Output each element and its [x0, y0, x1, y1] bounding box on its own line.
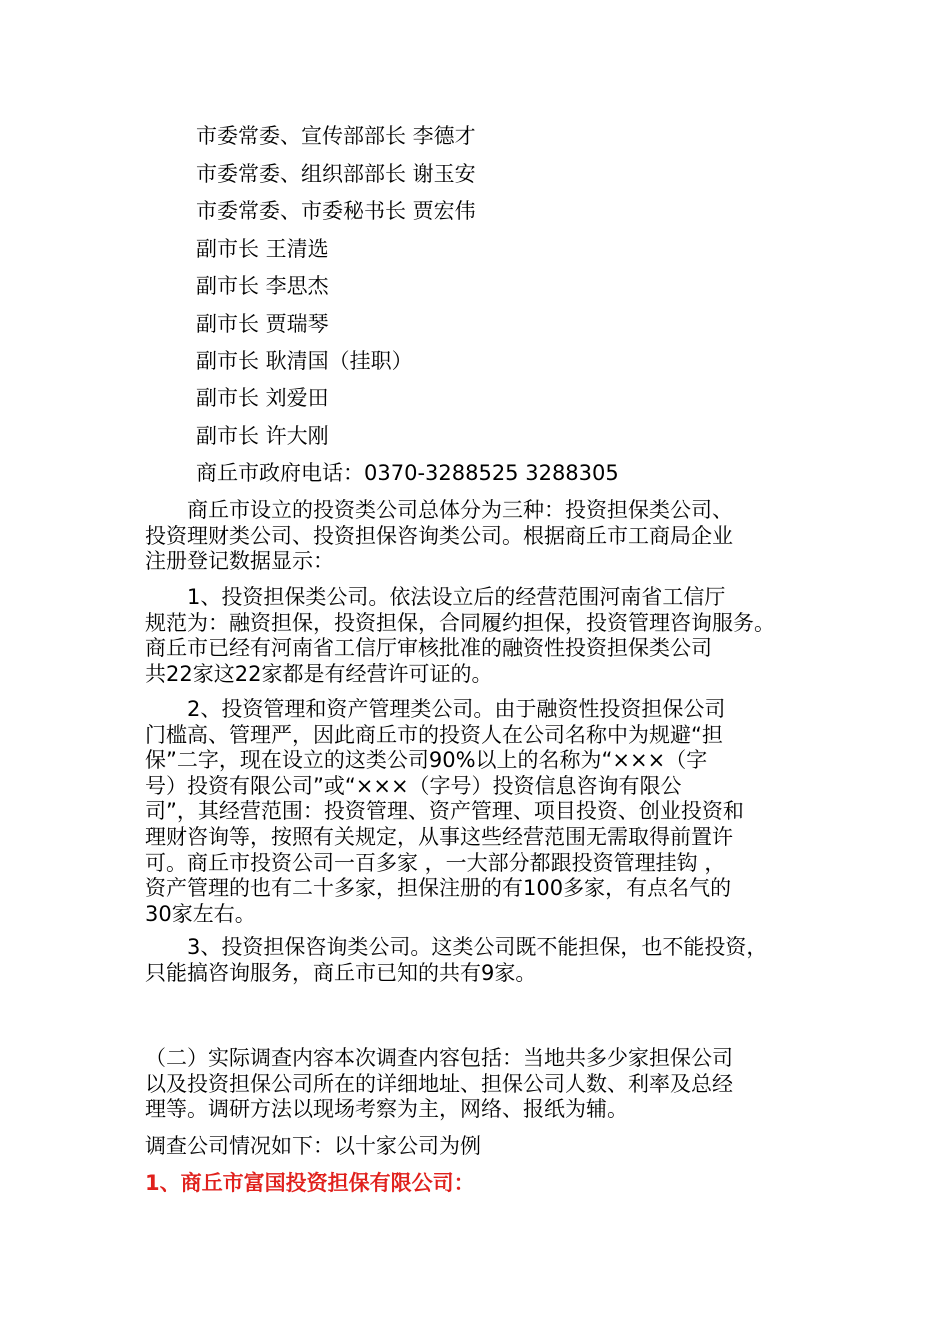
- intro-paragraph: [145, 498, 815, 575]
- paragraph-line: 商丘市已经有河南省工信厅审核批准的融资性投资担保类公司: [145, 636, 712, 661]
- leader-line: 副市长 许大刚: [196, 424, 329, 448]
- paragraph-line: 理财咨询等，按照有关规定，从事这些经营范围无需取得前置许: [145, 824, 733, 849]
- leader-line: 副市长 贾瑞琴: [196, 312, 329, 336]
- paragraph-guarantee-companies: [145, 585, 815, 687]
- paragraph-line: 司”，其经营范围：投资管理、资产管理、项目投资、创业投资和: [145, 799, 744, 824]
- paragraph-consulting-companies: [145, 935, 815, 986]
- leader-line: 市委常委、市委秘书长 贾宏伟: [196, 199, 476, 223]
- survey-intro-line: 调查公司情况如下：以十家公司为例: [145, 1134, 481, 1158]
- paragraph-line: （二）实际调查内容本次调查内容包括：当地共多少家担保公司: [145, 1046, 733, 1070]
- phone-line: 商丘市政府电话：0370-3288525 3288305: [196, 461, 619, 485]
- leader-line: 副市长 耿清国（挂职）: [196, 349, 413, 373]
- paragraph-line: 门槛高、管理严，因此商丘市的投资人在公司名称中为规避“担: [145, 722, 723, 747]
- paragraph-investment-management: [145, 697, 815, 927]
- paragraph-line: 1、投资担保类公司。依法设立后的经营范围河南省工信厅: [145, 585, 726, 609]
- paragraph-line: 以及投资担保公司所在的详细地址、担保公司人数、利率及总经: [145, 1071, 733, 1096]
- paragraph-line: 30家左右。: [145, 901, 256, 926]
- paragraph-line: 2、投资管理和资产管理类公司。由于融资性投资担保公司: [145, 697, 726, 721]
- leader-line: 副市长 王清选: [196, 237, 329, 261]
- paragraph-line: 3、投资担保咨询类公司。这类公司既不能担保，也不能投资，: [145, 935, 768, 959]
- paragraph-line: 号）投资有限公司”或“×××（字号）投资信息咨询有限公: [145, 773, 682, 798]
- leader-line: 副市长 刘爱田: [196, 386, 329, 410]
- paragraph-line: 保”二字，现在设立的这类公司90%以上的名称为“×××（字: [145, 748, 708, 773]
- leader-line: 市委常委、宣传部部长 李德才: [196, 124, 476, 148]
- leader-line: 副市长 李思杰: [196, 274, 329, 298]
- paragraph-line: 注册登记数据显示：: [145, 549, 334, 574]
- paragraph-line: 资产管理的也有二十多家，担保注册的有100多家，有点名气的: [145, 876, 732, 901]
- paragraph-line: 只能搞咨询服务，商丘市已知的共有9家。: [145, 960, 537, 985]
- paragraph-line: 共22家这22家都是有经营许可证的。: [145, 661, 493, 686]
- leader-line: 市委常委、组织部部长 谢玉安: [196, 162, 476, 186]
- paragraph-line: 理等。调研方法以现场考察为主，网络、报纸为辅。: [145, 1097, 628, 1122]
- paragraph-line: 规范为：融资担保，投资担保，合同履约担保，投资管理咨询服务。: [145, 610, 775, 635]
- company-heading: 1、商丘市富国投资担保有限公司：: [145, 1171, 475, 1195]
- paragraph-line: 可。商丘市投资公司一百多家 ，一大部分都跟投资管理挂钩 ，: [145, 850, 726, 875]
- paragraph-line: 商丘市设立的投资类公司总体分为三种：投资担保类公司、: [145, 498, 733, 522]
- paragraph-line: 投资理财类公司、投资担保咨询类公司。根据商丘市工商局企业: [145, 523, 733, 548]
- survey-content-paragraph: [145, 1046, 815, 1123]
